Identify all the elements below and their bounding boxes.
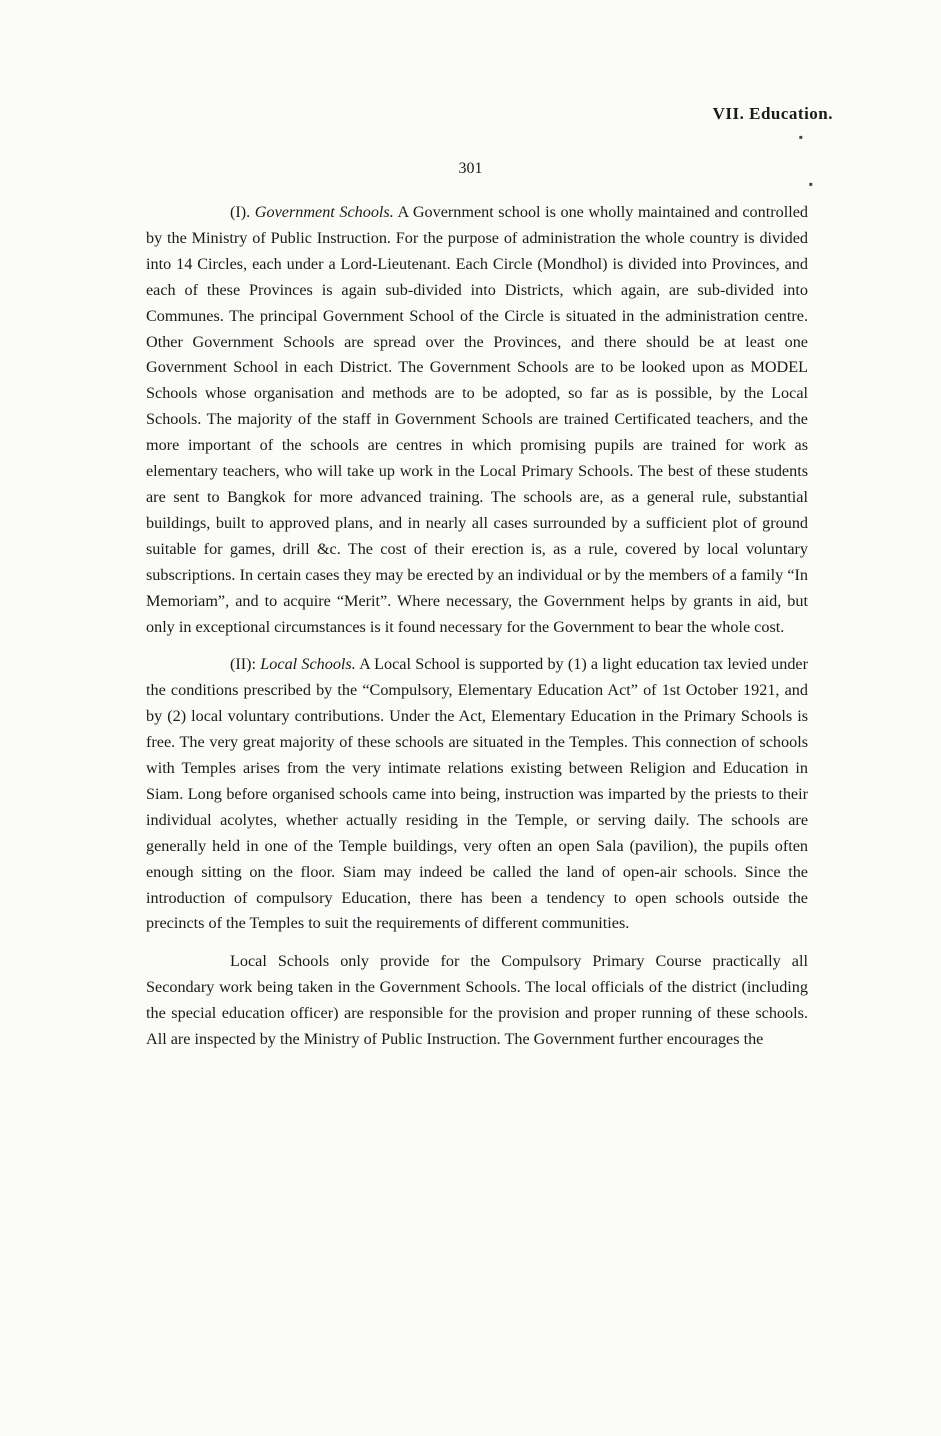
margin-mark: ▪ xyxy=(798,130,803,144)
paragraph-number: (II): xyxy=(230,655,257,674)
paragraph-text: Local Schools only provide for the Compulsory Primary Course practically all Secondary work being taken in the Government Schools. The local officials of the district (including the special education officer) are responsible for the provision and proper running of these schools. All are inspected by the Ministry of Public Instruction. The Government further encourages the xyxy=(146,952,808,1049)
paragraph-local-schools-provision xyxy=(146,949,808,1053)
paragraph-text: A Local School is supported by (1) a light education tax levied under the conditions prescribed by the “Compulsory, Elementary Education Act” of 1st October 1921, and by (2) local voluntary contributions. Under the Act, Elementary Education in the Primary Schools is free. The very great majority of these schools are situated in the Temples. This connection of schools with Temples arises from the very intimate relations existing between Religion and Education in Siam. Long before organised schools came into being, instruction was imparted by the priests to their individual acolytes, whether actually residing in the Temple, or serving daily. The schools are generally held in one of the Temple buildings, very often an open Sala (pavilion), the pupils often enough sitting on the floor. Siam may indeed be called the land of open-air schools. Since the introduction of compulsory Education, there has been a tendency to open schools outside the precincts of the Temples to suit the requirements of different communities. xyxy=(146,655,808,933)
paragraph-government-schools xyxy=(146,200,808,640)
paragraph-local-schools xyxy=(146,652,808,937)
section-header: VII. Education. xyxy=(712,104,833,123)
paragraph-number: (I). xyxy=(230,203,251,221)
margin-mark: ▪ xyxy=(808,177,813,191)
page-number: 301 xyxy=(458,160,483,177)
paragraph-text: A Government school is one wholly maintained and controlled by the Ministry of Public Instruction. For the purpose of administration the whole country is divided into 14 Circles, each under a Lord-Lieutenant. Each Circle (Mondhol) is divided into Provinces, and each of these Provinces is again sub-divided into Districts, which again, are sub-divided into Communes. The principal Government School of the Circle is situated in the administration centre. Other Government Schools are spread over the Provinces, and there should be at least one Government School in each District. The Government Schools are to be looked upon as MODEL Schools whose organisation and methods are to be adopted, so far as is possible, by the Local Schools. The majority of the staff in Government Schools are trained Certificated teachers, and the more important of the schools are centres in which promising pupils are trained for work as elementary teachers, who will take up work in the Local Primary Schools. The best of these students are sent to Bangkok for more advanced training. The schools are, as a general rule, substantial buildings, built to approved plans, and in nearly all cases surrounded by a sufficient plot of ground suitable for games, drill &c. The cost of their erection is, as a rule, covered by local voluntary subscriptions. In certain cases they may be erected by an individual or by the members of a family “In Memoriam”, and to acquire “Merit”. Where necessary, the Government helps by grants in aid, but only in exceptional circumstances is it found necessary for the Government to bear the whole cost. xyxy=(146,203,809,636)
paragraph-heading: Local Schools. xyxy=(260,655,356,674)
paragraph-heading: Government Schools. xyxy=(254,203,394,221)
body-text xyxy=(146,200,808,1053)
